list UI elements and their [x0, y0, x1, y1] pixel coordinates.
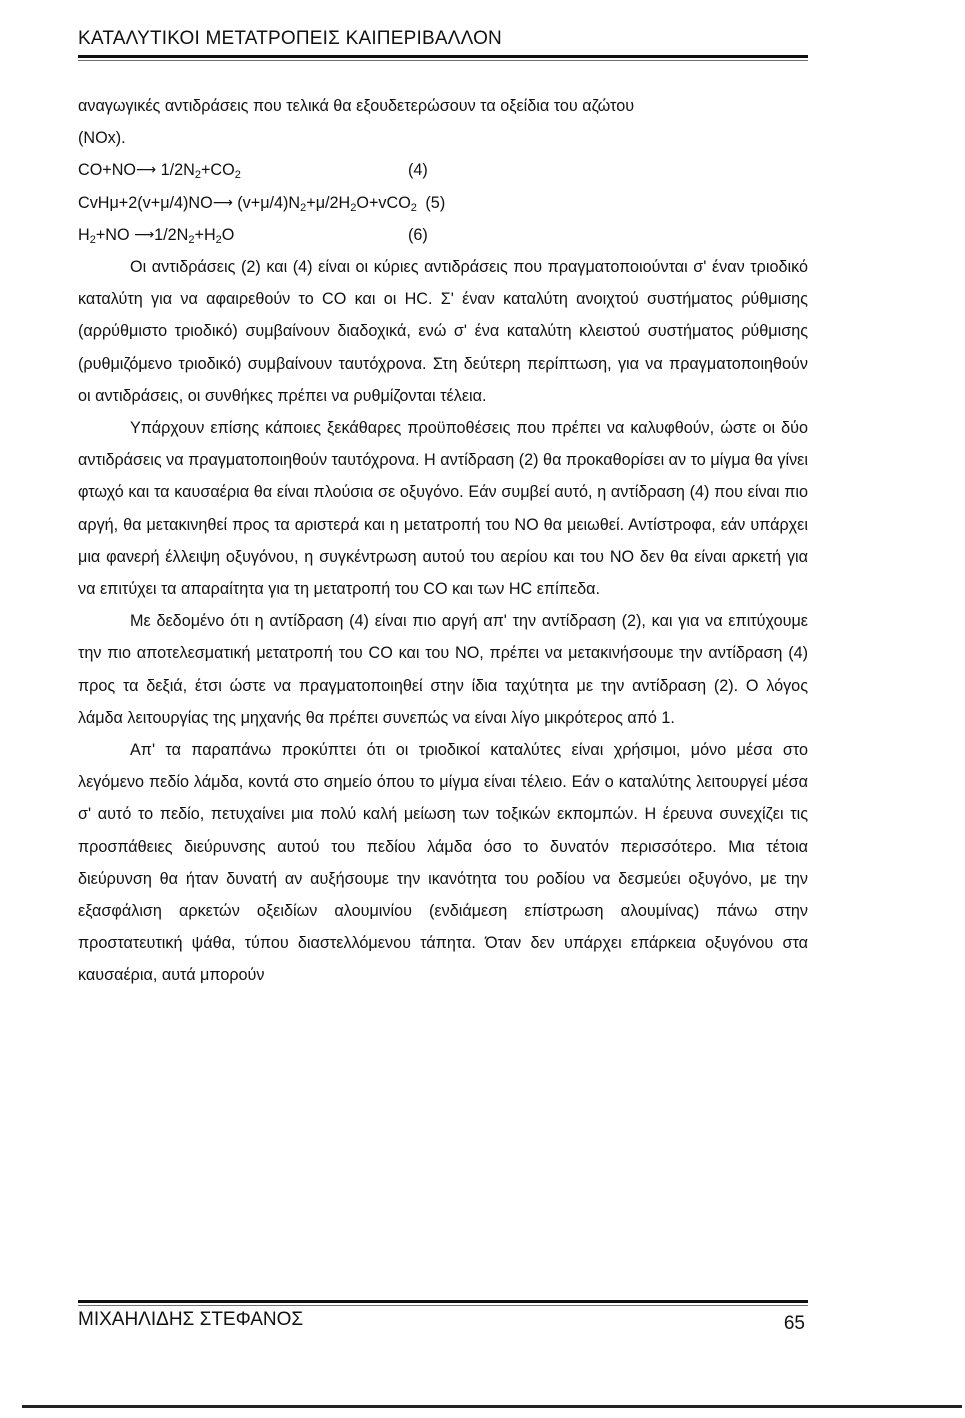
running-header: ΚΑΤΑΛΥΤΙΚΟΙ ΜΕΤΑΤΡΟΠΕΙΣ ΚΑΙΠΕΡΙΒΑΛΛΟΝ: [78, 28, 502, 49]
paragraph-1: Οι αντιδράσεις (2) και (4) είναι οι κύριες αντιδράσεις που πραγματοποιούνται σ' έναν τριοδικό καταλύτη για να αφαιρεθούν το CO και οι HC. Σ' έναν καταλύτη ανοιχτού συστήματος ρύθμισης (αρρύθμιστο τριοδικό) συμβαίνουν διαδοχικά, ενώ σ' ένα καταλύτη κλειστού συστήματος ρύθμισης (ρυθμιζόμενο τριοδικό) συμβαίνουν ταυτόχρονα. Στη δεύτερη περίπτωση, για να πραγματοποιηθούν οι αντιδράσεις, οι συνθήκες πρέπει να ρυθμίζονται τέλεια.: [78, 257, 808, 405]
arrow-icon: ⟶: [134, 225, 155, 242]
arrow-icon: ⟶: [212, 193, 233, 210]
paragraph-3: Με δεδομένο ότι η αντίδραση (4) είναι πιο αργή απ' την αντίδραση (2), και για να επιτύχουμε την πιο αποτελεσματική μετατροπή του CO και του NO, πρέπει να μετακινήσουμε την αντίδραση (4) προς τα δεξιά, έτσι ώστε να πραγματοποιηθεί στην ίδια ταχύτητα με την αντίδραση (2). Ο λόγος λάμδα λειτουργίας της μηχανής θα πρέπει συνεπώς να είναι λίγο μικρότερος από 1.: [78, 612, 808, 727]
equation-number-4: (4): [408, 161, 428, 180]
equation-number-6: (6): [408, 225, 428, 244]
equation-5: CvHμ+2(v+μ/4)NO⟶ $(v+\mu/4)N_2+\mu/2H_2O+vCO_2$ (5): [78, 187, 808, 219]
body-text: [78, 90, 808, 992]
paragraph-2: Υπάρχουν επίσης κάποιες ξεκάθαρες προϋποθέσεις που πρέπει να καλυφθούν, ώστε οι δύο αντιδράσεις να πραγματοποιηθούν ταυτόχρονα. Η αντίδραση (2) θα προκαθορίσει αν το μίγμα θα γίνει φτωχό και τα καυσαέρια θα είναι πλούσια σε οξυγόνο. Εάν συμβεί αυτό, η αντίδραση (4) που είναι πιο αργή, θα μετακινηθεί προς τα αριστερά και η μετατροπή του NO θα μειωθεί. Αντίστροφα, εάν υπάρχει μια φανερή έλλειψη οξυγόνου, η συγκέντρωση αυτού του αερίου και του NO δεν θα είναι αρκετή για να επιτύχει τα απαραίτητα για τη μετατροπή του CO και των HC επίπεδα.: [78, 418, 808, 598]
intro-line-1: αναγωγικές αντιδράσεις που τελικά θα εξουδετερώσουν τα οξείδια του αζώτου: [78, 97, 635, 115]
equation-4: CO+NO⟶ $1/2N_2+CO_2$ (4): [78, 154, 808, 186]
scan-edge-line: [22, 1405, 962, 1408]
header-rule-thin: [78, 60, 808, 61]
equation-6: $H_2+NO$ $⟶1/2N_2+H_2O$ (6): [78, 219, 808, 251]
arrow-icon: ⟶: [136, 161, 157, 178]
footer-rule-thin: [78, 1305, 808, 1306]
footer-rule-thick: [78, 1300, 808, 1303]
footer-author: ΜΙΧΑΗΛΙΔΗΣ ΣΤΕΦΑΝΟΣ: [78, 1309, 304, 1330]
eq5-lhs: CvHμ+2(v+μ/4)NO: [78, 193, 213, 212]
equation-number-5: (5): [425, 193, 446, 212]
paragraph-4: Απ' τα παραπάνω προκύπτει ότι οι τριοδικοί καταλύτες είναι χρήσιμοι, μόνο μέσα στο λεγόμενο πεδίο λάμδα, κοντά στο σημείο όπου το μίγμα είναι τέλειο. Εάν ο καταλύτης λειτουργεί μέσα σ' αυτό το πεδίο, πετυχαίνει μια πολύ καλή μείωση των τοξικών εκπομπών. Η έρευνα συνεχίζει τις προσπάθειες διεύρυνσης αυτού του πεδίου λάμδα όσο το δυνατόν περισσότερο. Μια τέτοια διεύρυνση θα ήταν δυνατή αν αυξήσουμε την ικανότητα του ροδίου να δεσμεύει οξυγόνο, με την εξασφάλιση αρκετών οξειδίων αλουμινίου (ενδιάμεση επίστρωση αλουμίνας) πάνω στην προστατευτική ψάθα, τύπου διαστελλόμενου τάπητα. Όταν δεν υπάρχει επάρκεια οξυγόνου στα καυσαέρια, αυτά μπορούν: [78, 741, 808, 985]
eq4-lhs: CO+NO: [78, 161, 137, 180]
header-rule-thick: [78, 55, 808, 58]
intro-line-2: (NOx).: [78, 129, 126, 148]
page-number: 65: [783, 1313, 805, 1334]
